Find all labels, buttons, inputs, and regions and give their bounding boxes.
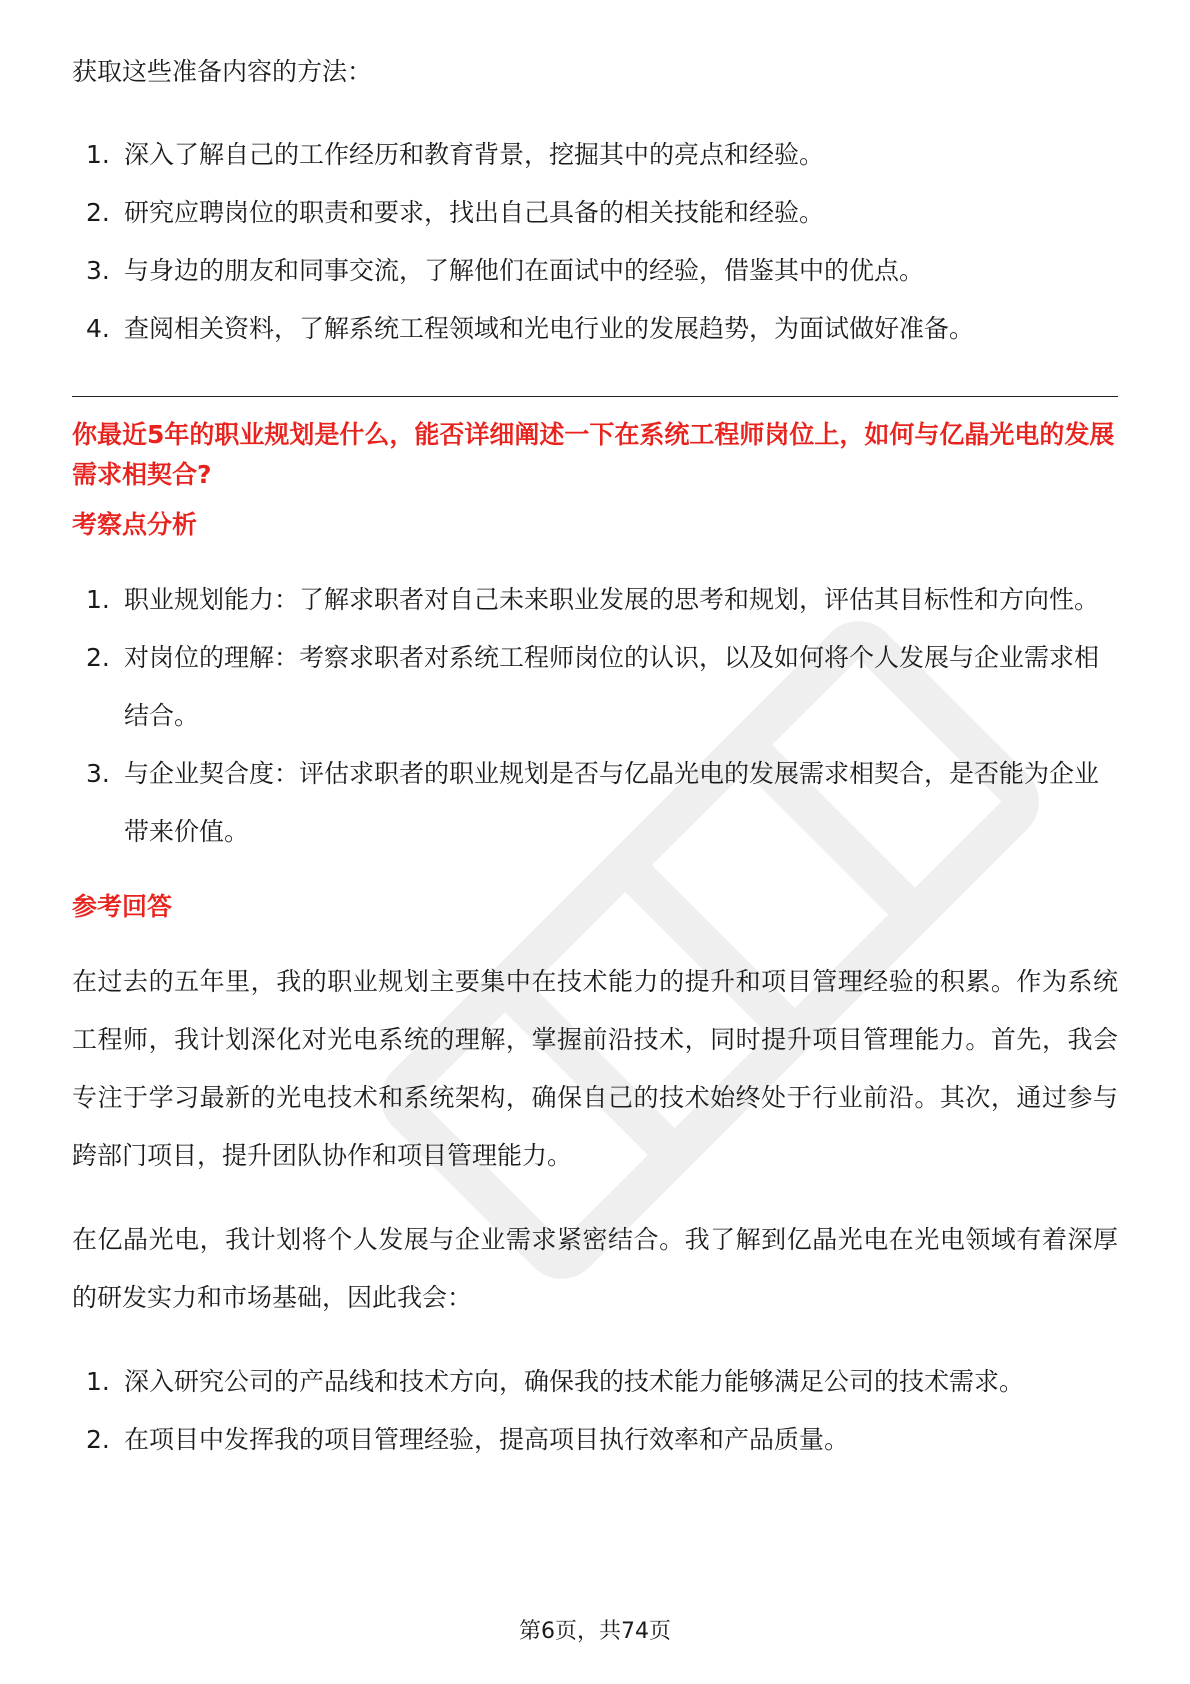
list-item-text: 在项目中发挥我的项目管理经验，提高项目执行效率和产品质量。 (124, 1425, 850, 1454)
list-item-text: 研究应聘岗位的职责和要求，找出自己具备的相关技能和经验。 (124, 198, 825, 227)
list-item (72, 300, 1118, 358)
list-number: 2. (86, 198, 110, 227)
plans-list (72, 1353, 1118, 1469)
list-item-text: 与身边的朋友和同事交流，了解他们在面试中的经验，借鉴其中的优点。 (124, 256, 925, 285)
list-item (72, 242, 1118, 300)
analysis-list (72, 571, 1118, 861)
list-number: 2. (86, 1425, 110, 1454)
list-number: 2. (86, 643, 110, 672)
list-item (72, 184, 1118, 242)
list-item (72, 571, 1118, 629)
list-number: 1. (86, 585, 110, 614)
list-number: 3. (86, 759, 110, 788)
list-item-text: 职业规划能力：了解求职者对自己未来职业发展的思考和规划，评估其目标性和方向性。 (124, 585, 1100, 614)
list-item-text: 深入研究公司的产品线和技术方向，确保我的技术能力能够满足公司的技术需求。 (124, 1367, 1025, 1396)
interview-question: 你最近5年的职业规划是什么，能否详细阐述一下在系统工程师岗位上，如何与亿晶光电的发展需求相契合? (72, 420, 1115, 489)
list-number: 1. (86, 1367, 110, 1396)
list-item (72, 629, 1118, 745)
section-divider (72, 396, 1118, 397)
list-item (72, 1411, 1118, 1469)
list-item (72, 126, 1118, 184)
list-item-text: 深入了解自己的工作经历和教育背景，挖掘其中的亮点和经验。 (124, 140, 825, 169)
answer-paragraph: 在亿晶光电，我计划将个人发展与企业需求紧密结合。我了解到亿晶光电在光电领域有着深厚的研发实力和市场基础，因此我会： (72, 1225, 1118, 1312)
page-footer: 第6页，共74页 (519, 1619, 671, 1644)
analysis-heading: 考察点分析 (72, 510, 198, 539)
list-item-text: 对岗位的理解：考察求职者对系统工程师岗位的认识，以及如何将个人发展与企业需求相结合。 (124, 643, 1100, 730)
list-number: 3. (86, 256, 110, 285)
list-number: 4. (86, 314, 110, 343)
intro-text: 获取这些准备内容的方法： (72, 57, 373, 86)
list-number: 1. (86, 140, 110, 169)
main-content (72, 52, 1118, 1469)
list-item-text: 查阅相关资料，了解系统工程领域和光电行业的发展趋势，为面试做好准备。 (124, 314, 975, 343)
answer-paragraph: 在过去的五年里，我的职业规划主要集中在技术能力的提升和项目管理经验的积累。作为系统工程师，我计划深化对光电系统的理解，掌握前沿技术，同时提升项目管理能力。首先，我会专注于学习最新的光电技术和系统架构，确保自己的技术始终处于行业前沿。其次，通过参与跨部门项目，提升团队协作和项目管理能力。 (72, 967, 1118, 1170)
list-item-text: 与企业契合度：评估求职者的职业规划是否与亿晶光电的发展需求相契合，是否能为企业带来价值。 (124, 759, 1100, 846)
answer-heading: 参考回答 (72, 892, 173, 921)
methods-list (72, 126, 1118, 358)
list-item (72, 745, 1118, 861)
list-item (72, 1353, 1118, 1411)
